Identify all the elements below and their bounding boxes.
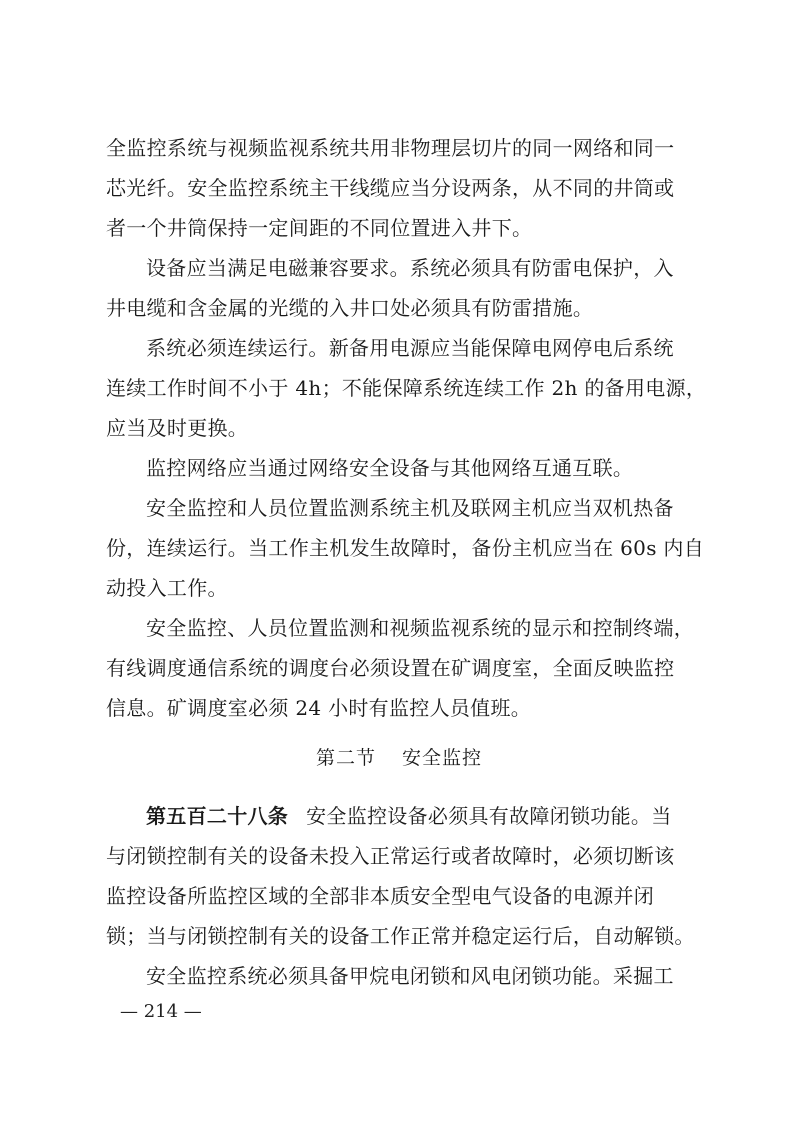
- text-line: 芯光纤。安全监控系统主干线缆应当分设两条，从不同的井筒或: [106, 176, 675, 200]
- section-title: 安全监控: [402, 747, 483, 769]
- text-line: 系统必须连续运行。新备用电源应当能保障电网停电后系统: [146, 336, 674, 360]
- article-text: 安全监控设备必须具有故障闭锁功能。当: [306, 804, 672, 828]
- text-line: 动投入工作。: [106, 576, 228, 600]
- section-heading: [106, 740, 692, 776]
- page-number: — 214 —: [120, 1001, 202, 1022]
- text-line: 份，连续运行。当工作主机发生故障时，备份主机应当在 60s 内自: [106, 536, 705, 560]
- article-label: 第五百二十八条: [146, 804, 289, 828]
- text-line: 者一个井筒保持一定间距的不同位置进入井下。: [106, 216, 533, 240]
- text-line: 安全监控系统必须具备甲烷电闭锁和风电闭锁功能。采掘工: [146, 964, 674, 988]
- text-line: 监控设备所监控区域的全部非本质安全型电气设备的电源并闭: [106, 884, 655, 908]
- text-line: 设备应当满足电磁兼容要求。系统必须具有防雷电保护，入: [146, 256, 674, 280]
- text-line: 全监控系统与视频监视系统共用非物理层切片的同一网络和同一: [106, 136, 675, 160]
- text-line: 应当及时更换。: [106, 416, 249, 440]
- text-line: 有线调度通信系统的调度台必须设置在矿调度室，全面反映监控: [106, 656, 675, 680]
- text-line: 连续工作时间不小于 4h；不能保障系统连续工作 2h 的备用电源，: [106, 376, 707, 400]
- text-line: 井电缆和含金属的光缆的入井口处必须具有防雷措施。: [106, 296, 594, 320]
- text-line: 锁；当与闭锁控制有关的设备工作正常并稳定运行后，自动解锁。: [106, 924, 695, 948]
- article-section: [106, 796, 695, 996]
- text-line: 监控网络应当通过网络安全设备与其他网络互通互联。: [146, 456, 634, 480]
- text-line: 与闭锁控制有关的设备未投入正常运行或者故障时，必须切断该: [106, 844, 675, 868]
- text-line: 安全监控、人员位置监测和视频监视系统的显示和控制终端，: [146, 616, 695, 640]
- text-line: 安全监控和人员位置监测系统主机及联网主机应当双机热备: [146, 496, 674, 520]
- section-number: 第二节: [315, 747, 376, 769]
- article-first-line: [106, 796, 692, 836]
- body-text: [106, 128, 707, 728]
- text-line: 信息。矿调度室必须 24 小时有监控人员值班。: [106, 696, 532, 720]
